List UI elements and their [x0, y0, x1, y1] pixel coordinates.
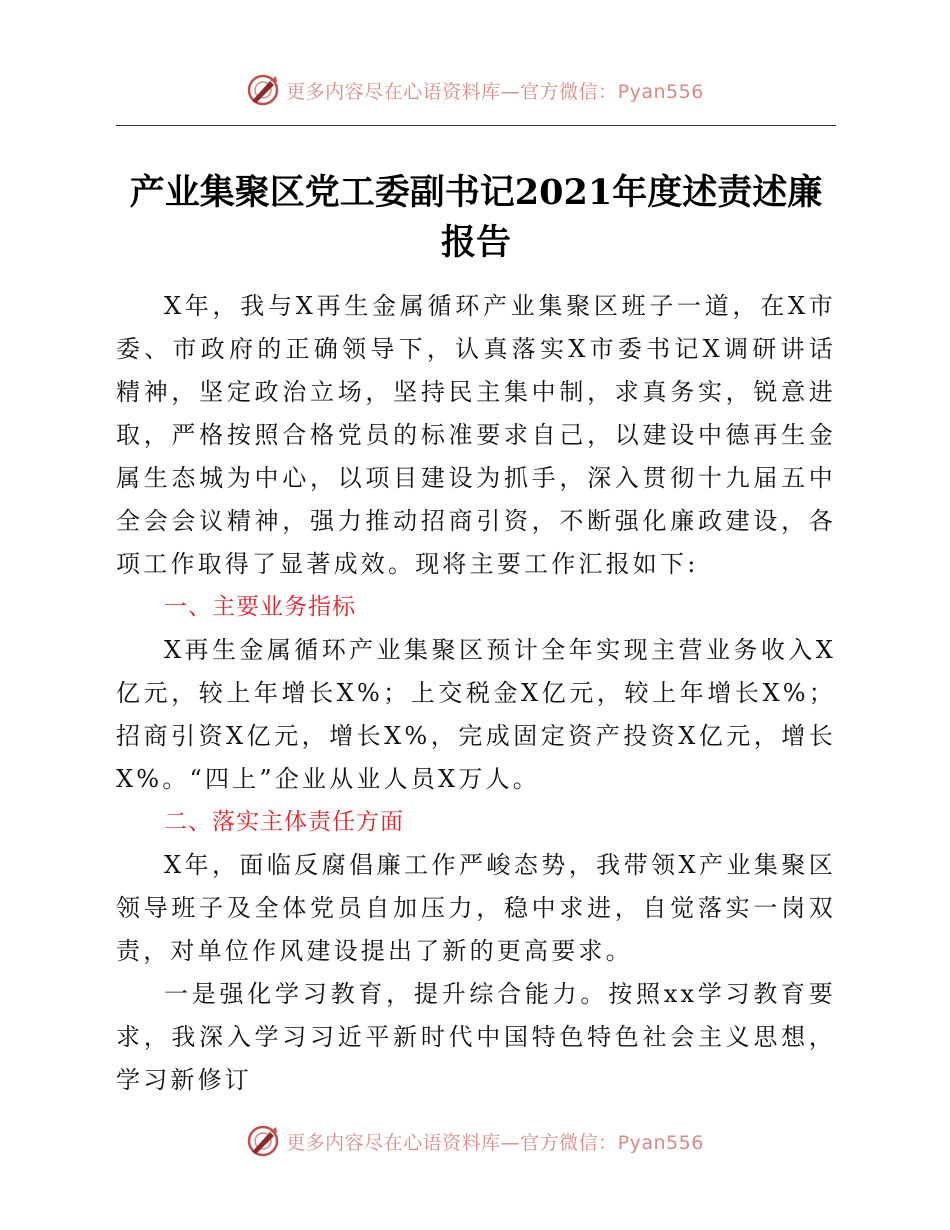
watermark-text: 更多内容尽在心语资料库—官方微信：Pyan556: [286, 1131, 704, 1154]
watermark-text: 更多内容尽在心语资料库—官方微信：Pyan556: [286, 80, 704, 103]
quill-logo-icon: [246, 1124, 280, 1158]
quill-logo-icon: [246, 73, 280, 107]
document-title: 产业集聚区党工委副书记2021年度述责述廉报告: [129, 172, 823, 263]
body-paragraph: 一是强化学习教育，提升综合能力。按照xx学习教育要求，我深入学习习近平新时代中国特色特色社会主义思想，学习新修订: [116, 980, 836, 1094]
header-watermark-banner: [0, 70, 950, 110]
body-paragraph: X年，面临反腐倡廉工作严峻态势，我带领X产业集聚区领导班子及全体党员自加压力，稳中求进，自觉落实一岗双责，对单位作风建设提出了新的更高要求。: [116, 851, 836, 965]
header-divider: [116, 125, 836, 126]
document-body: [116, 285, 836, 1102]
section-heading: 二、落实主体责任方面: [164, 809, 404, 835]
section-heading: 一、主要业务指标: [164, 594, 356, 620]
body-paragraph: X再生金属循环产业集聚区预计全年实现主营业务收入X亿元，较上年增长X%；上交税金X亿元，较上年增长X%；招商引资X亿元，增长X%，完成固定资产投资X亿元，增长X%。“四上”企业从业人员X万人。: [116, 636, 836, 793]
footer-watermark-banner: [0, 1121, 950, 1161]
intro-paragraph: X年，我与X再生金属循环产业集聚区班子一道，在X市委、市政府的正确领导下，认真落实X市委书记X调研讲话精神，坚定政治立场，坚持民主集中制，求真务实，锐意进取，严格按照合格党员的标准要求自己，以建设中德再生金属生态城为中心，以项目建设为抓手，深入贯彻十九届五中全会会议精神，强力推动招商引资，不断强化廉政建设，各项工作取得了显著成效。现将主要工作汇报如下:: [116, 292, 836, 578]
